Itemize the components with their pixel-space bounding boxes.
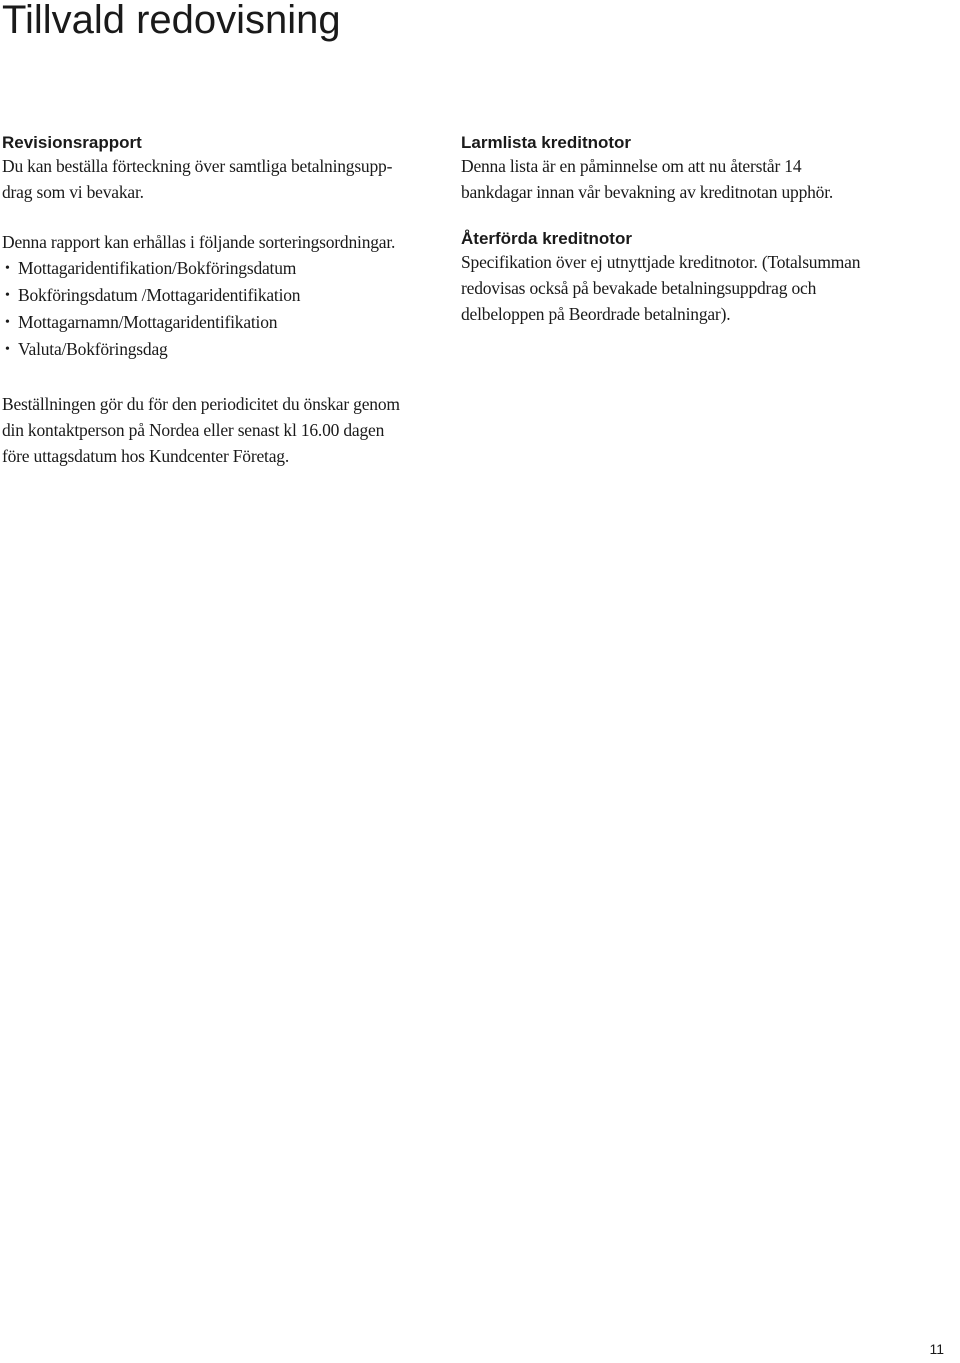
revision-report-intro xyxy=(2,153,452,205)
text-line: din kontaktperson på Nordea eller senast kl 16.00 dagen xyxy=(2,420,385,440)
bullet-icon: • xyxy=(5,315,10,330)
text-line: redovisas också på bevakade betalningsuppdrag och xyxy=(461,278,817,298)
bullet-icon: • xyxy=(5,342,10,357)
list-item-label: Bokföringsdatum /Mottagaridentifikation xyxy=(18,285,301,305)
alarm-list-text xyxy=(461,153,921,205)
sort-order-list xyxy=(2,255,452,363)
revision-report-heading: Revisionsrapport xyxy=(2,133,142,152)
credit-notes-section xyxy=(461,133,921,327)
alarm-list-heading: Larmlista kreditnotor xyxy=(461,133,632,152)
list-item xyxy=(2,282,452,309)
text-line: Du kan beställa förteckning över samtliga betalningsupp- xyxy=(2,156,393,176)
text-line: bankdagar innan vår bevakning av kreditnotan upphör. xyxy=(461,182,834,202)
text-line: Denna rapport kan erhållas i följande sorteringsordningar. xyxy=(2,232,396,252)
revision-report-section xyxy=(2,133,452,363)
bullet-icon: • xyxy=(5,288,10,303)
sort-order-intro xyxy=(2,229,452,255)
text-line: drag som vi bevakar. xyxy=(2,182,144,202)
text-line: Specifikation över ej utnyttjade kreditnotor. (Totalsumman xyxy=(461,252,861,272)
text-line: Beställningen gör du för den periodicitet du önskar genom xyxy=(2,394,400,414)
list-item xyxy=(2,255,452,282)
page-title: Tillvald redovisning xyxy=(2,0,341,42)
ordering-text xyxy=(2,391,452,469)
ordering-section xyxy=(2,391,452,469)
returned-credit-notes-heading: Återförda kreditnotor xyxy=(461,229,632,248)
text-line: före uttagsdatum hos Kundcenter Företag. xyxy=(2,446,289,466)
text-line: Denna lista är en påminnelse om att nu återstår 14 xyxy=(461,156,802,176)
list-item-label: Valuta/Bokföringsdag xyxy=(18,339,168,359)
list-item-label: Mottagarnamn/Mottagaridentifikation xyxy=(18,312,278,332)
bullet-icon: • xyxy=(5,261,10,276)
list-item-label: Mottagaridentifikation/Bokföringsdatum xyxy=(18,258,297,278)
list-item xyxy=(2,336,452,363)
returned-credit-notes-text xyxy=(461,249,921,327)
text-line: delbeloppen på Beordrade betalningar). xyxy=(461,304,731,324)
list-item xyxy=(2,309,452,336)
page-number: 11 xyxy=(929,1341,944,1357)
